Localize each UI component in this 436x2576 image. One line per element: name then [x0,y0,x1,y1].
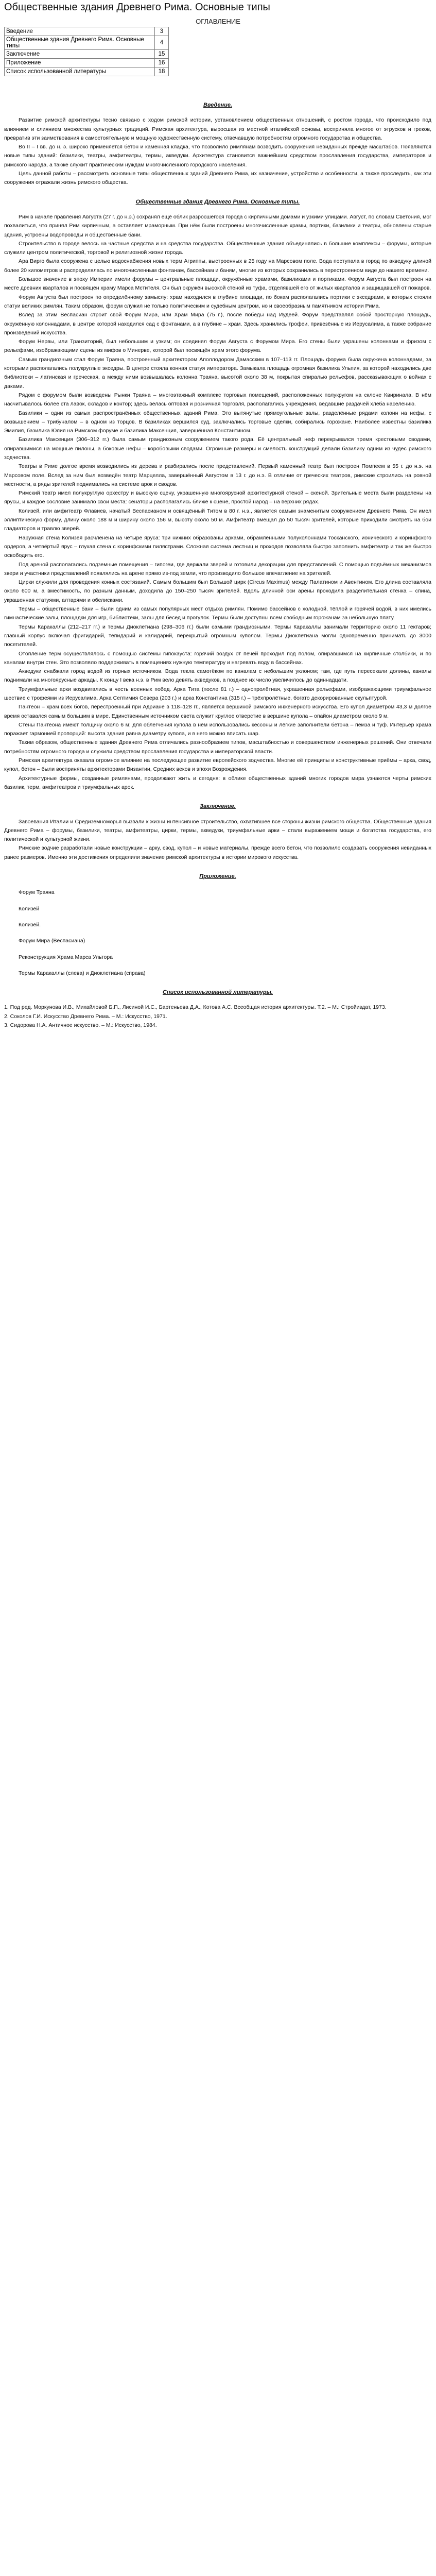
paragraph: Большое значение в эпоху Империи имели форумы – центральные площади, окружённые храмами, базиликами и портиками. Форум Августа был построен на месте древних кварталов и посвящён храму Марса Мстителя. Он был окружён высокой стеной из туфа, отделявшей его от жилых кварталов и защищавшей от пожаров. [4,276,431,292]
section-heading-main: Общественные здания Древнего Рима. Основные типы. [135,198,300,205]
figure-caption: Реконструкция Храма Марса Ультора [19,954,113,960]
toc-page: 4 [155,36,169,50]
paragraph: Цирки служили для проведения конных состязаний. Самым большим был Большой цирк (Circus Maximus) между Палатином и Авентином. Его длина составляла около 600 м, а вместимость, по разным данным, доходила до 150–250 тысяч зрителей. Вдоль длинной оси арены проходила разделительная стенка – спина, украшенная статуями, алтарями и обелисками. [4,579,431,603]
toc-label[interactable]: Введение [5,27,155,36]
toc-row[interactable] [5,36,169,50]
paragraph: Форум Августа был построен по определённому замыслу: храм находился в глубине площади, по бокам располагались портики с экседрами, в которых стояли статуи великих римлян. Таким образом, форум служил не только политическим и судебным центром, но и своеобразным памятником истории Рима. [4,294,431,309]
paragraph: Развитие римской архитектуры тесно связано с ходом римской истории, установлением общественных отношений, с ростом города, что происходило под влиянием и слиянием множества культурных традиций. Римская архитектура, выросшая из местной италийской основы, восприняла многое от этрусков и греков, превратив эти заимствования в самостоятельную и мощную художественную систему, отвечавшую потребностям огромного государства и общества. [4,117,431,141]
paragraph: Театры в Риме долгое время возводились из дерева и разбирались после представлений. Первый каменный театр был построен Помпеем в 55 г. до н.э. на Марсовом поле. Вслед за ним был возведён театр Марцелла, завершённый Августом в 13 г. до н.э. В отличие от греческих театров, римские строились на ровной местности, а ряды зрителей поднимались на системе арок и сводов. [4,463,431,487]
toc-label[interactable]: Список использованной литературы [5,67,155,76]
paragraph: Базилика Максенция (306–312 гг.) была самым грандиозным сооружением такого рода. Её центральный неф перекрывался тремя крестовыми сводами, опиравшимися на мощные пилоны, а боковые нефы – коробовыми сводами. Огромные размеры и смелость конструкций делали базилику одним из чудес римского зодчества. [4,436,431,461]
figure-caption: Колизей. [19,921,41,928]
paragraph: Строительство в городе велось на частные средства и на средства государства. Общественные здания объединялись в большие комплексы – форумы, которые служили центром политической, торговой и религиозной жизни города. [4,240,431,256]
paragraph: Таким образом, общественные здания Древнего Рима отличались разнообразием типов, масштабностью и совершенством инженерных решений. Они отвечали потребностям огромного города и служили средством прославления государства и императорской власти. [4,739,431,755]
toc-page: 16 [155,59,169,67]
paragraph: Базилики – одни из самых распространённых общественных зданий Рима. Это вытянутые прямоугольные залы, разделённые рядами колонн на нефы, с возвышением – трибуналом – в одном из торцов. В базиликах вершился суд, заключались торговые сделки, собирались горожане. Наиболее известны базилика Эмилия, базилика Юлия на Римском форуме и базилика Максенция, завершённая Константином. [4,410,431,434]
toc-label[interactable]: Приложение [5,59,155,67]
paragraph: Рядом с форумом были возведены Рынки Траяна – многоэтажный комплекс торговых помещений, расположенных полукругом на склоне Квиринала. В нём насчитывалось более ста лавок, складов и контор; здесь велась оптовая и розничная торговля, располагались учреждения, ведавшие раздачей хлеба населению. [4,392,431,408]
paragraph: Термы Каракаллы (212–217 гг.) и термы Диоклетиана (298–306 гг.) были самыми грандиозными. Термы Каракаллы занимали территорию около 11 гектаров; главный корпус включал фригидарий, тепидарий и калидарий, перекрытый огромным куполом. Термы Диоклетиана могли одновременно принимать до 3000 посетителей. [4,623,431,648]
toc-row[interactable] [5,67,169,76]
paragraph: Форум Нервы, или Транзиторий, был небольшим и узким; он соединял Форум Августа с Форумом Мира. Его стены были украшены колоннами и фризом с рельефами, изображающими сцены из мифов о Минерве, которой был посвящён храм этого форума. [4,338,431,354]
paragraph: Во II – I вв. до н. э. широко применяется бетон и каменная кладка, что позволило римлянам возводить сооружения невиданных прежде масштабов. Появляются новые типы зданий: базилики, театры, амфитеатры, термы, акведуки. Архитектура становится важнейшим средством прославления государства, императоров и римского народа, а также служит практическим нуждам многочисленного городского населения. [4,144,431,168]
literature-item: 1. Под ред. Моркунова И.В., Михайловой Б.П., Лисиной И.С., Бартеньева Д.А., Котова А.С. Всеобщая история архитектуры. Т.2. – М.: Стройиздат, 1973. [4,1004,387,1011]
paragraph: Римская архитектура оказала огромное влияние на последующее развитие европейского зодчества. Многие её принципы и конструктивные приёмы – арка, свод, купол, бетон – были восприняты архитекторами Византии, Средних веков и эпохи Возрождения. [4,757,431,773]
intro-section [4,116,431,187]
toc-label[interactable]: Заключение [5,50,155,59]
paragraph: Завоевания Италии и Средиземноморья вызвали к жизни интенсивное строительство, охватившее все стороны жизни римского общества. Общественные здания Древнего Рима – форумы, базилики, театры, амфитеатры, цирки, термы, акведуки, триумфальные арки – стали выражением мощи и богатства государства, его политической и культурной жизни. [4,818,431,843]
appendix-section [4,888,431,978]
paragraph: Колизей, или амфитеатр Флавиев, начатый Веспасианом и освящённый Титом в 80 г. н.э., является самым знаменитым сооружением Древнего Рима. Он имел эллиптическую форму, длину около 188 м и ширину около 156 м, высоту около 50 м. Амфитеатр вмещал до 50 тысяч зрителей, которые приходили смотреть на бои гладиаторов и травлю зверей. [4,507,431,532]
paragraph: Римские зодчие разработали новые конструкции – арку, свод, купол – и новые материалы, прежде всего бетон, что позволило создавать сооружения невиданных ранее размеров. Именно эти достижения определили значение римской архитектуры в истории мирового искусства. [4,845,431,860]
section-heading-literature: Список использованной литературы. [162,989,273,996]
main-section [4,213,431,792]
figure-caption: Термы Каракаллы (слева) и Диоклетиана (справа) [19,970,146,976]
paragraph: Римский театр имел полукруглую орхестру и высокую сцену, украшенную многоярусной архитектурной стеной – скеной. Зрительные места были разделены на ярусы, и каждое сословие занимало свои места: сенаторы располагались ближе к сцене, простой народ – на верхних рядах. [4,490,431,505]
figure-caption: Колизей [19,905,40,912]
paragraph: Стены Пантеона имеют толщину около 6 м; для облегчения купола в нём использовались кессоны и лёгкие заполнители бетона – пемза и туф. Интерьер храма поражает гармонией пропорций: высота здания равна диаметру купола, и в него можно вписать шар. [4,721,431,737]
paragraph: Под ареной располагались подземные помещения – гипогеи, где держали зверей и готовили декорации для представлений. С помощью подъёмных механизмов звери и участники представлений появлялись на арене прямо из-под земли, что производило большое впечатление на зрителей. [4,561,431,577]
toc-row[interactable] [5,59,169,67]
toc-row[interactable] [5,27,169,36]
section-heading-intro: Введение. [203,102,233,108]
paragraph: Термы – общественные бани – были одним из самых популярных мест отдыха римлян. Помимо бассейнов с холодной, тёплой и горячей водой, в них имелись гимнастические залы, площадки для игр, библиотеки, залы для бесед и прогулок. Термы были доступны всем свободным горожанам за небольшую плату. [4,606,431,621]
paragraph: Акведуки снабжали город водой из горных источников. Вода текла самотёком по каналам с небольшим уклоном; там, где путь пересекали долины, каналы поднимали на многоярусные аркады. К концу I века н.э. в Рим вело девять акведуков, а позднее их число увеличилось до одиннадцати. [4,668,431,684]
conclusion-section [4,818,431,862]
toc-row[interactable] [5,50,169,59]
toc-page: 3 [155,27,169,36]
paragraph: Рим в начале правления Августа (27 г. до н.э.) сохранял ещё облик разросшегося города с кирпичными домами и узкими улицами. Август, по словам Светония, мог похвалиться, что принял Рим кирпичным, а оставляет мраморным. При нём были построены многочисленные храмы, портики, базилики и театры, обновлены старые здания, устроены водопроводы и общественные бани. [4,213,431,238]
toc-label[interactable]: Общественные здания Древнего Рима. Основные типы [5,36,155,50]
page-title: Общественные здания Древнего Рима. Основные типы [4,2,270,13]
toc-page: 18 [155,67,169,76]
toc-heading: ОГЛАВЛЕНИЕ [196,18,240,25]
table-of-contents [4,27,169,76]
figure-caption: Форум Траяна [19,889,55,896]
literature-item: 2. Соколов Г.И. Искусство Древнего Рима. – М.: Искусство, 1971. [4,1013,167,1020]
paragraph: Архитектурные формы, созданные римлянами, продолжают жить и сегодня: в облике общественных зданий многих городов мира узнаются черты римских базилик, терм, амфитеатров и триумфальных арок. [4,775,431,790]
toc-page: 15 [155,50,169,59]
paragraph: Триумфальные арки воздвигались в честь военных побед. Арка Тита (после 81 г.) – однопролётная, украшенная рельефами, изображающими триумфальное шествие с трофеями из Иерусалима. Арка Септимия Севера (203 г.) и арка Константина (315 г.) – трёхпролётные, богато декорированные скульптурой. [4,686,431,701]
paragraph: Ара Вирго была сооружена с целью водоснабжения новых терм Агриппы, выстроенных в 25 году на Марсовом поле. Вода поступала в город по акведуку длиной более 20 километров и распределялась по многочисленным фонтанам, бассейнам и баням, многие из которых сохранились в перестроенном виде до нашего времени. [4,258,431,274]
paragraph: Пантеон – храм всех богов, перестроенный при Адриане в 118–128 гг., является вершиной римского инженерного искусства. Его купол диаметром 43,3 м долгое время оставался самым большим в мире. Единственным источником света служит круглое отверстие в вершине купола – опайон диаметром около 9 м. [4,704,431,719]
paragraph: Вслед за этим Веспасиан строит свой Форум Мира, или Храм Мира (75 г.), после победы над Иудеей. Форум представлял собой просторную площадь, окружённую колоннадами, в центре которой находился сад с фонтанами, а в глубине – храм. Здесь хранились трофеи, привезённые из Иерусалима, а также собрание произведений искусства. [4,312,431,336]
paragraph: Отопление терм осуществлялось с помощью системы гипокауста: горячий воздух от печей проходил под полом, опиравшимся на кирпичные столбики, и по каналам внутри стен. Это позволяло поддерживать в помещениях нужную температуру и нагревать воду в бассейнах. [4,650,431,666]
paragraph: Цель данной работы – рассмотреть основные типы общественных зданий Древнего Рима, их назначение, устройство и особенности, а также проследить, как эти сооружения отражали жизнь римского общества. [4,171,431,186]
document-body [4,91,431,1030]
section-heading-appendix: Приложение. [199,873,236,880]
literature-section [4,1003,431,1030]
paragraph: Наружная стена Колизея расчленена на четыре яруса: три нижних образованы арками, обрамлёнными полуколоннами тосканского, ионического и коринфского ордеров, а четвёртый ярус – глухая стена с коринфскими пилястрами. Сложная система лестниц и проходов позволяла быстро заполнить амфитеатр и так же быстро освободить его. [4,534,431,559]
figure-caption: Форум Мира (Веспасиана) [19,938,85,944]
section-heading-conclusion: Заключение. [200,803,236,810]
paragraph: Самым грандиозным стал Форум Траяна, построенный архитектором Аполлодором Дамасским в 107–113 гг. Площадь форума была окружена колоннадами, за которыми располагались полукруглые экседры. В центре стояла конная статуя императора. Замыкала площадь огромная базилика Ульпия, за которой находились две библиотеки – латинская и греческая, а между ними возвышалась колонна Траяна, высотой около 38 м, покрытая спиралью рельефов, рассказывающих о войнах с даками. [4,356,431,389]
literature-item: 3. Сидорова Н.А. Античное искусство. – М.: Искусство, 1984. [4,1022,157,1029]
